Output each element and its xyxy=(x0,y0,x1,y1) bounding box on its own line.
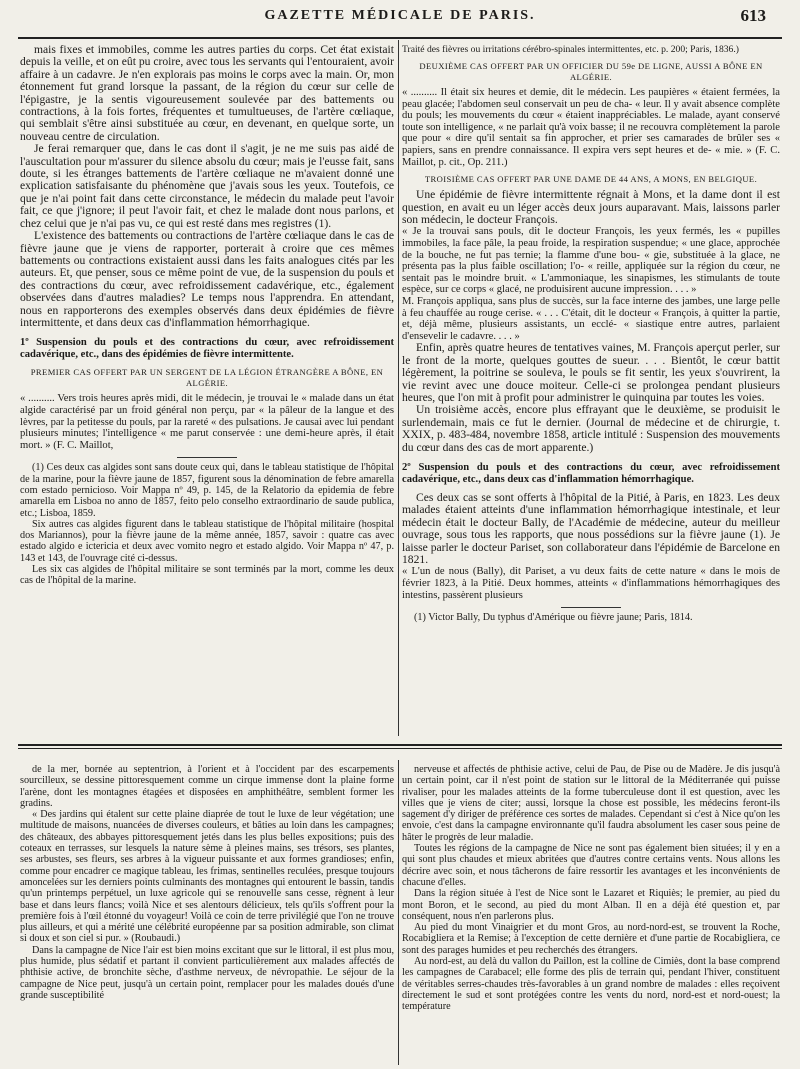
bottom-column-divider xyxy=(398,760,399,1065)
small-paragraph: Au nord-est, au delà du vallon du Paillon, est la colline de Cimiès, dont la base comprend les campagnes de Carabacel; elle forme des plis de terrain qui, pendant l'hiver, constituent de véritables serres-chaudes très-favorables à un grand nombre de malades : elles reçoivent directement le sud et sont protégées contre les vents du nord, nord-est et nord-ouest; la température xyxy=(402,956,780,1013)
paragraph: Enfin, après quatre heures de tentatives vaines, M. François aperçut perler, sur le front de la morte, quelques gouttes de sueur. . . . Bientôt, le cœur battit légèrement, la poitrine se souleva, le pouls se fit sentir, les yeux s'ouvrirent, la vie revint avec une douce moiteur. Celle-ci se prolongea pendant plusieurs heures, que l'on mit à profit pour administrer le quinquina par toutes les voies. xyxy=(402,341,780,404)
footnote-rule xyxy=(561,607,621,608)
paragraph: L'existence des battements ou contractions de l'artère cœliaque dans le cas de fièvre jaune que je viens de rapporter, porterait à croire que ces mêmes battements ou contractions existaient aussi dans les faits analogues cités par les auteurs. Et, que penser, sous ce même point de vue, de la suspension du pouls et des contractions du cœur, avec refroidissement cadavérique, etc., également observées dans d'autres maladies? Le temps nous l'apprendra. En attendant, nous en rapporterons des exemples observés dans deux épidémies de fièvre intermittente, et dans deux cas d'inflammation hémorrhagique. xyxy=(20,229,394,329)
paragraph: mais fixes et immobiles, comme les autres parties du corps. Cet état existait depuis la veille, et on eût pu croire, avec tous les servants qui l'entouraient, avoir affaire à un cadavre. Je n'en explorais pas moins le corps avec la main. Or, mon étonnement fut grand lorsque la passant, de la région du cœur sur celle de l'épigastre, je la sentis vigoureusement soulevée par des battements ou contractions, à la fois fortes, fréquentes et tumultueuses, de l'artère cœliaque, qui semblait s'être ainsi substituée au cœur, en devenant, en quelque sorte, un nouveau centre de circulation. xyxy=(20,44,394,143)
section-heading: 1º Suspension du pouls et des contractions du cœur, avec refroidissement cadavérique, etc., dans des épidémies de fièvre intermittente. xyxy=(20,337,394,361)
page-header xyxy=(0,0,800,30)
small-paragraph: Au pied du mont Vinaigrier et du mont Gros, au nord-nord-est, se trouvent la Roche, Rocabigliera et la Remise; à l'exception de cette dernière et d'une partie de Rocabigliera, ce sont des parages humides et peu recherchés des étrangers. xyxy=(402,922,780,956)
bottom-right-column xyxy=(402,764,780,1064)
paragraph: Ces deux cas se sont offerts à l'hôpital de la Pitié, à Paris, en 1823. Les deux malades étaient atteints d'une inflammation hémorrhagique intestinale, et leur médecin était le docteur Bally, de l'Académie de médecine, auteur du meilleur ouvrage, sous tous les rapports, que nous possédions sur la fièvre jaune (1). Je laisse parler le docteur Pariset, son collaborateur dans l'épidémie de Barcelone en 1821. xyxy=(402,490,780,566)
quotation: « .......... Il était six heures et demie, dit le médecin. Les paupières « étaient fermées, la peau glacée; l'abdomen seul conservait un peu de cha- « leur. Il y avait absence complète du pouls; les mouvements du cœur « étaient inappréciables. Le malade, ayant conservé toute son intelligence, « ne parlait qu'à voix basse; il ne recouvra complètement la parole que pour « dire qu'il sentait sa fin approcher, et prier ses camarades de brûler ses « papiers, sans en prendre connaissance. Il expira vers sept heures et de- « mie. » (F. C. Maillot, p. cit., Op. 211.) xyxy=(402,87,780,168)
small-paragraph: Dans la région située à l'est de Nice sont le Lazaret et Riquiès; le premier, au pied du mont Boron, et le second, au pied du mont Alban. Il en a déjà été question et, par conséquent, nous n'en parlerons plus. xyxy=(402,888,780,922)
small-paragraph: Dans la campagne de Nice l'air est bien moins excitant que sur le littoral, il est plus mou, plus humide, plus sédatif et partant il convient particulièrement aux malades affectés de phthisie active, de bronchite sèche, d'asthme nerveux, de névropathie. Le séjour de la campagne de Nice peut, jusqu'à un certain point, remplacer pour les malades doués d'une grande susceptibilité xyxy=(20,944,394,1001)
small-paragraph: (1) Ces deux cas algides sont sans doute ceux qui, dans le tableau statistique de l'hôpital de la marine, pour la fièvre jaune de 1857, figurent sous la dénomination de febre amarella com estado pernicioso. Voir Mappa nº 49, p. 145, de la Relatorio da epidemia de febre amarella em Lisboa no anno de 1857, feito pelo conselho extraordinario de saude publica, etc.; Lisboa, 1859. xyxy=(20,462,394,519)
footnote-rule xyxy=(177,457,237,458)
page-number: 613 xyxy=(740,6,766,25)
small-paragraph: nerveuse et affectés de phthisie active, celui de Pau, de Pise ou de Madère. Je dis jusqu'à un certain point, car il n'est point de station sur le littoral de la Méditerranée qui puisse rivaliser, pour les malades atteints de la forme tuberculeuse dont il est question, avec les villes que je viens de citer; aussi, lorsque la chose est possible, les médecins feront-ils sagement d'y diriger de préférence ces sortes de malades. Cependant si c'est à Nice qu'on les envoie, c'est dans la campagne environnante qu'il faudra absolument les caser sous peine de hâter le progrès de leur maladie. xyxy=(402,764,780,843)
case-heading: PREMIER CAS OFFERT PAR UN SERGENT DE LA LÉGION ÉTRANGÈRE A BÔNE, EN ALGÉRIE. xyxy=(30,367,384,389)
left-column xyxy=(20,44,394,736)
section-rule xyxy=(18,744,782,746)
reference-line: Traité des fièvres ou irritations cérébro-spinales intermittentes, etc. p. 200; Paris, 1836.) xyxy=(402,44,739,55)
paragraph: Un troisième accès, encore plus effrayant que le deuxième, se produisit le surlendemain, mais ce fut le dernier. (Journal de médecine et de chirurgie, t. XXIX, p. 483-484, novembre 1858, article intitulé : Suspension des mouvements du cœur dans des cas de mort apparente.) xyxy=(402,403,780,454)
quotation: « L'un de nous (Bally), dit Pariset, a vu deux faits de cette nature « dans le mois de février 1823, à la Pitié. Deux hommes, atteints « d'inflammations hémorrhagiques des intestins, passèrent plusieurs xyxy=(402,566,780,601)
case-heading: DEUXIÈME CAS OFFERT PAR UN OFFICIER DU 59e DE LIGNE, AUSSI A BÔNE EN ALGÉRIE. xyxy=(419,61,763,82)
section-rule-thin xyxy=(18,748,782,749)
small-paragraph: Les six cas algides de l'hôpital militaire se sont terminés par la mort, comme les deux cas de l'hôpital de la marine. xyxy=(20,563,394,587)
small-paragraph: « Des jardins qui étalent sur cette plaine diaprée de tout le luxe de leur végétation; une multitude de maisons, nuancées de diverses couleurs, et bâties au loin dans les campagnes; des châteaux, des abbayes pittoresquement jetés dans les plus belles expositions; puis des coteaux en terrasses, sur lesquels la nature sème à pleines mains, ses trésors, ses plantes, ses arbustes, ses fleurs, ses arbres à la vigueur puissante et aux formes grandioses; enfin, comme pour encadrer ce magique tableau, les frimas, sentinelles reculées, presque toujours amoncelées sur les derniers points culminants des montagnes qui entourent le bassin, tandis qu'un printemps perpétuel, un luxe agricole qui se renouvelle sans cesse, règnent à leur base et dans leurs flancs; voilà Nice et ses alentours délicieux, tels qu'ils s'offrent pour la première fois à l'œil étonné du voyageur! Voilà ce coin de terre privilégié que l'on ne trouve plus ailleurs, et qui a mérité une célébrité européenne par sa position admirable, son climat si doux et son ciel si pur. » (Roubaudi.) xyxy=(20,809,394,945)
paragraph: Je ferai remarquer que, dans le cas dont il s'agit, je ne me suis pas aidé de l'auscultation pour m'assurer du silence absolu du cœur; mais je l'eusse fait, sans doute, si les étranges battements de l'artère cœliaque ne m'avaient donné une explication satisfaisante du phénomène que j'avais sous les yeux. Toutefois, ce que je n'ai point fait dans cette circonstance, le médecin du malade peut l'avoir fait, ce que j'ignore; il peut l'avoir fait, et chez le malade dont nous parlons, et chez celui que je n'ai pas vu, ce qui est resté dans mes registres (1). xyxy=(20,142,394,230)
paragraph: Une épidémie de fièvre intermittente régnait à Mons, et la dame dont il est question, en avait eu un léger accès deux jours auparavant. Mais, laissons parler son médecin, le docteur François. xyxy=(402,188,780,226)
small-paragraph: Toutes les régions de la campagne de Nice ne sont pas également bien situées; il y en a qui sont plus chaudes et mieux abritées que d'autres contre certains vents. Nous allons les décrire avec soin, et nous tâcherons de faire ressortir les avantages et les inconvénients de chacune d'elles. xyxy=(402,843,780,888)
small-paragraph: de la mer, bornée au septentrion, à l'orient et à l'occident par des escarpements sourcilleux, se dessine pittoresquement comme un cirque immense dont la plaine forme l'arène, dont les montagnes étagées et disposées en amphithéâtre, semblent former les gradins. xyxy=(20,764,394,809)
case-heading: TROISIÈME CAS OFFERT PAR UNE DAME DE 44 ANS, A MONS, EN BELGIQUE. xyxy=(424,174,758,185)
quotation: « Je la trouvai sans pouls, dit le docteur François, les yeux fermés, les « pupilles immobiles, la face pâle, la peau froide, la respiration suspendue; « une glace, approchée de la bouche, ne fut pas ternie; la flamme d'une bou- « gie, substituée à la glace, ne présenta pas la plus faible oscillation; l'o- « reille, appliquée sur la région du cœur, ne sentait pas le moindre bruit. « L'ammoniaque, les sinapismes, les stimulants de toute espèce, sur ce corps « glacé, ne produisirent aucune impression. . . . » xyxy=(402,226,780,296)
column-divider xyxy=(398,40,399,736)
section-heading: 2º Suspension du pouls et des contractions du cœur, avec refroidissement cadavérique, etc., dans deux cas d'inflammation hémorrhagique. xyxy=(402,461,780,485)
small-paragraph: (1) Victor Bally, Du typhus d'Amérique ou fièvre jaune; Paris, 1814. xyxy=(414,612,693,624)
small-paragraph: Six autres cas algides figurent dans le tableau statistique de l'hôpital militaire (hospital dos Mariannos), pour la fièvre jaune de la même année, 1857, savoir : quatre cas avec estado algido e ictericia et deux avec vomito negro et estado algido. Voir Mappa nº 47, p. 143 et 143, de l'ouvrage cité ci-dessus. xyxy=(20,518,394,564)
header-rule xyxy=(18,37,782,39)
quotation: « .......... Vers trois heures après midi, dit le médecin, je trouvai le « malade dans un état algide caractérisé par un froid général non perçu, par « la pâleur de la langue et des lèvres, par la petitesse du pouls, par la rareté « des pulsations. Je causai avec lui pendant plusieurs minutes; l'intelligence « me parut conservée : une demi-heure après, il était mort. » (F. C. Maillot, xyxy=(20,393,394,451)
journal-title: GAZETTE MÉDICALE DE PARIS. xyxy=(264,8,536,23)
bottom-left-column xyxy=(20,764,394,1064)
right-column xyxy=(402,44,780,736)
quotation: M. François appliqua, sans plus de succès, sur la face interne des jambes, une large pelle à feu chauffée au rouge cerise. « . . . C'était, dit le docteur « François, à quitter la partie, et, déjà même, plusieurs assistants, un ecclé- « siastique entre autres, parlaient d'ensevelir le cadavre. . . . » xyxy=(402,295,780,342)
